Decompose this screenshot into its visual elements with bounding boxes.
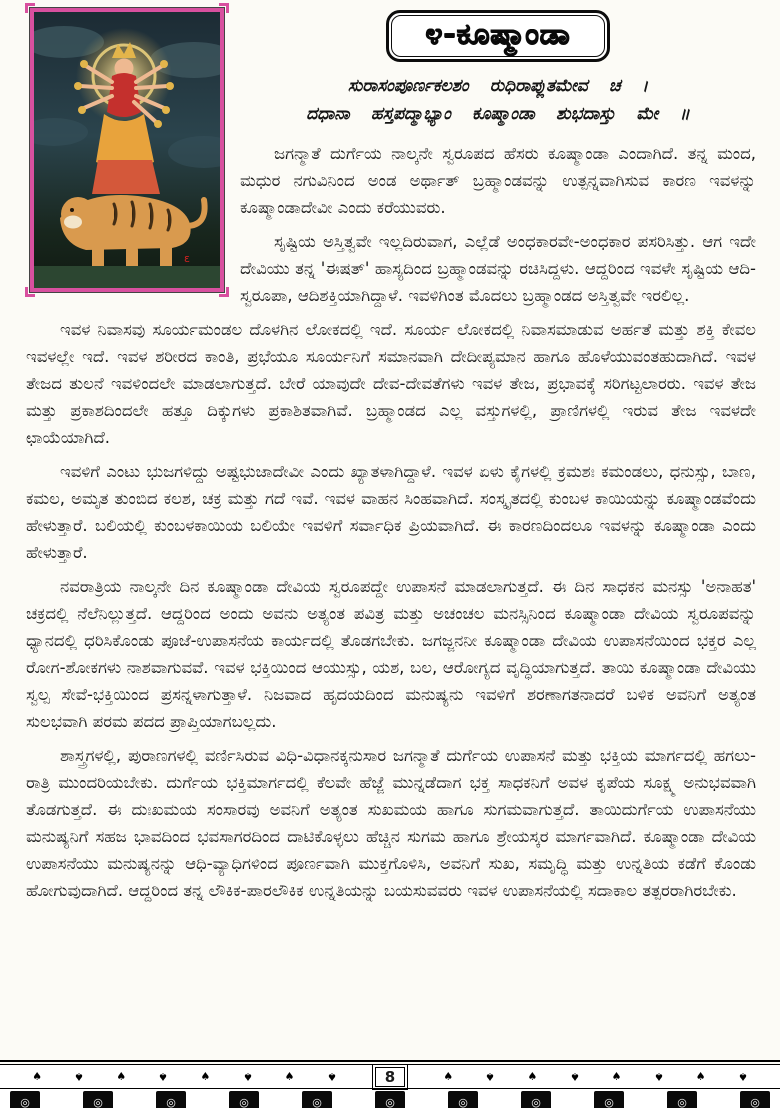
footer-border-strip — [0, 1088, 780, 1108]
footer-square-ornament-icon: ◎ — [667, 1091, 697, 1108]
body-paragraph: ಇವಳಿಗೆ ಎಂಟು ಭುಜಗಳಿದ್ದು ಅಷ್ಟಭುಜಾದೇವೀ ಎಂದು ಖ್ಯಾತಳಾಗಿದ್ದಾಳೆ. ಇವಳ ಏಳು ಕೈಗಳಲ್ಲಿ ಕ್ರಮಶಃ ಕಮಂಡಲು, ಧನುಸ್ಸು, ಬಾಣ, ಕಮಲ, ಅಮೃತ ತುಂಬಿದ ಕಲಶ, ಚಕ್ರ ಮತ್ತು ಗದೆ ಇವೆ. ಇವಳ ವಾಹನ ಸಿಂಹವಾಗಿದೆ. ಸಂಸ್ಕೃತದಲ್ಲಿ ಕುಂಬಳ ಕಾಯಿಯನ್ನು ಕೂಷ್ಮಾಂಡವೆಂದು ಹೇಳುತ್ತಾರೆ. ಬಲಿಯಲ್ಲಿ ಕುಂಬಳಕಾಯಿಯ ಬಲಿಯೇ ಇವಳಿಗೆ ಸರ್ವಾಧಿಕ ಪ್ರಿಯವಾಗಿದೆ. ಈ ಕಾರಣದಿಂದಲೂ ಇವಳನ್ನು ಕೂಷ್ಮಾಂಡಾ ಎಂದು ಹೇಳುತ್ತಾರೆ. — [26, 462, 756, 563]
footer-spade-ornament-icon: ♠ — [485, 1070, 496, 1083]
kushmanda-devi-image — [34, 12, 220, 288]
footer-ornament-row — [0, 1064, 780, 1088]
chapter-title-box — [386, 10, 611, 62]
footer-square-ornament-icon: ◎ — [302, 1091, 332, 1108]
footer-ornaments-left — [0, 1071, 369, 1082]
page-number: 8 — [384, 1067, 396, 1086]
title-area — [240, 8, 756, 62]
footer-spade-ornament-icon: ♠ — [653, 1070, 664, 1083]
footer-spade-ornament-icon: ♠ — [695, 1070, 706, 1083]
artist-signature-mark: ε — [184, 252, 190, 265]
footer-spade-ornament-icon: ♠ — [737, 1070, 748, 1083]
shloka-line-2: ದಧಾನಾ ಹಸ್ತಪದ್ಮಾಭ್ಯಾಂ ಕೂಷ್ಮಾಂಡಾ ಶುಭದಾಸ್ತು ಮೇ ॥ — [306, 104, 690, 125]
shloka-line-1: ಸುರಾಸಂಪೂರ್ಣಕಲಶಂ ರುಧಿರಾಪ್ಲುತಮೇವ ಚ । — [347, 76, 649, 96]
deity-picture-frame — [30, 8, 224, 292]
frame-corner-ornament — [25, 287, 35, 297]
body-paragraph: ಶಾಸ್ತ್ರಗಳಲ್ಲಿ, ಪುರಾಣಗಳಲ್ಲಿ ವರ್ಣಿಸಿರುವ ವಿಧಿ-ವಿಧಾನಕ್ಕನುಸಾರ ಜಗನ್ಮಾತೆ ದುರ್ಗೆಯ ಉಪಾಸನೆ ಮತ್ತು ಭಕ್ತಿಯ ಮಾರ್ಗದಲ್ಲಿ ಹಗಲು-ರಾತ್ರಿ ಮುಂದರಿಯಬೇಕು. ದುರ್ಗೆಯ ಭಕ್ತಿಮಾರ್ಗದಲ್ಲಿ ಕೆಲವೇ ಹೆಜ್ಜೆ ಮುನ್ನಡೆದಾಗ ಭಕ್ತ ಸಾಧಕನಿಗೆ ಅವಳ ಕೃಪೆಯ ಸೂಕ್ಷ್ಮ ಅನುಭವವಾಗಿ ತೊಡಗುತ್ತದೆ. ಈ ದುಃಖಮಯ ಸಂಸಾರವು ಅವನಿಗೆ ಅತ್ಯಂತ ಸುಖಮಯ ಹಾಗೂ ಸುಗಮವಾಗುತ್ತದೆ. ತಾಯಿದುರ್ಗೆಯ ಉಪಾಸನೆಯು ಮನುಷ್ಯನಿಗೆ ಸಹಜ ಭಾವದಿಂದ ಭವಸಾಗರದಿಂದ ದಾಟಿಕೊಳ್ಳಲು ಹೆಚ್ಚಿನ ಸುಗಮ ಹಾಗೂ ಶ್ರೇಯಸ್ಕರ ಮಾರ್ಗವಾಗಿದೆ. ಕೂಷ್ಮಾಂಡಾ ದೇವಿಯ ಉಪಾಸನೆಯು ಮನುಷ್ಯನನ್ನು ಆಧಿ-ವ್ಯಾಧಿಗಳಿಂದ ಪೂರ್ಣವಾಗಿ ಮುಕ್ತಗೊಳಿಸಿ, ಅವನಿಗೆ ಸುಖ, ಸಮೃದ್ಧಿ ಮತ್ತು ಉನ್ನತಿಯ ಕಡೆಗೆ ಕೊಂಡು ಹೋಗುವುದಾಗಿದೆ. ಆದ್ದರಿಂದ ತನ್ನ ಲೌಕಿಕ-ಪಾರಲೌಕಿಕ ಉನ್ನತಿಯನ್ನು ಬಯಸುವವರು ಇವಳ ಉಪಾಸನೆಯಲ್ಲಿ ಸದಾಕಾಲ ತತ್ಪರರಾಗಿರಬೇಕು. — [26, 746, 756, 901]
footer-square-ornament-icon: ◎ — [448, 1091, 478, 1108]
footer-spade-ornament-icon: ♠ — [326, 1070, 337, 1083]
frame-corner-ornament — [25, 3, 35, 13]
footer-square-ornament-icon: ◎ — [156, 1091, 186, 1108]
body-paragraph: ಜಗನ್ಮಾತೆ ದುರ್ಗೆಯ ನಾಲ್ಕನೇ ಸ್ವರೂಪದ ಹೆಸರು ಕೂಷ್ಮಾಂಡಾ ಎಂದಾಗಿದೆ. ತನ್ನ ಮಂದ, ಮಧುರ ನಗುವಿನಿಂದ ಅಂಡ ಅರ್ಥಾತ್ ಬ್ರಹ್ಮಾಂಡವನ್ನು ಉತ್ಪನ್ನವಾಗಿಸುವ ಕಾರಣ ಇವಳನ್ನು ಕೂಷ್ಮಾಂಡಾದೇವೀ ಎಂದು ಕರೆಯುವರು. — [240, 144, 756, 218]
page-footer — [0, 1060, 780, 1108]
footer-square-ornament-icon: ◎ — [375, 1091, 405, 1108]
frame-corner-ornament — [219, 287, 229, 297]
footer-spade-ornament-icon: ♠ — [242, 1070, 253, 1083]
footer-spade-ornament-icon: ♠ — [116, 1070, 127, 1083]
body-paragraph: ನವರಾತ್ರಿಯ ನಾಲ್ಕನೇ ದಿನ ಕೂಷ್ಮಾಂಡಾ ದೇವಿಯ ಸ್ವರೂಪದ್ದೇ ಉಪಾಸನೆ ಮಾಡಲಾಗುತ್ತದೆ. ಈ ದಿನ ಸಾಧಕನ ಮನಸ್ಸು 'ಅನಾಹತ' ಚಕ್ರದಲ್ಲಿ ನೆಲೆನಿಲ್ಲುತ್ತದೆ. ಆದ್ದರಿಂದ ಅಂದು ಅವನು ಅತ್ಯಂತ ಪವಿತ್ರ ಮತ್ತು ಅಚಂಚಲ ಮನಸ್ಸಿನಿಂದ ಕೂಷ್ಮಾಂಡಾ ದೇವಿಯ ಸ್ವರೂಪವನ್ನು ಧ್ಯಾನದಲ್ಲಿ ಧರಿಸಿಕೊಂಡು ಪೂಜೆ-ಉಪಾಸನೆಯ ಕಾರ್ಯದಲ್ಲಿ ತೊಡಗಬೇಕು. ಜಗಜ್ಜನನೀ ಕೂಷ್ಮಾಂಡಾ ದೇವಿಯ ಉಪಾಸನೆಯಿಂದ ಭಕ್ತರ ಎಲ್ಲ ರೋಗ-ಶೋಕಗಳು ನಾಶವಾಗುವವೆ. ಇವಳ ಭಕ್ತಿಯಿಂದ ಆಯುಸ್ಸು, ಯಶ, ಬಲ, ಆರೋಗ್ಯದ ವೃದ್ಧಿಯಾಗುತ್ತದೆ. ತಾಯಿ ಕೂಷ್ಮಾಂಡಾ ದೇವಿಯು ಸ್ವಲ್ಪ ಸೇವೆ-ಭಕ್ತಿಯಿಂದ ಪ್ರಸನ್ನಳಾಗುತ್ತಾಳೆ. ನಿಜವಾದ ಹೃದಯದಿಂದ ಮನುಷ್ಯನು ಇವಳಿಗೆ ಶರಣಾಗತನಾದರೆ ಬಳಿಕ ಅವನಿಗೆ ಅತ್ಯಂತ ಸುಲಭವಾಗಿ ಪರಮ ಪದದ ಪ್ರಾಪ್ತಿಯಾಗಬಲ್ಲದು. — [26, 577, 756, 732]
footer-spade-ornament-icon: ♠ — [527, 1070, 538, 1083]
footer-spade-ornament-icon: ♠ — [443, 1070, 454, 1083]
footer-spade-ornament-icon: ♠ — [32, 1070, 43, 1083]
body-paragraph: ಇವಳ ನಿವಾಸವು ಸೂರ್ಯಮಂಡಲ ದೊಳಗಿನ ಲೋಕದಲ್ಲಿ ಇದೆ. ಸೂರ್ಯ ಲೋಕದಲ್ಲಿ ನಿವಾಸಮಾಡುವ ಅರ್ಹತೆ ಮತ್ತು ಶಕ್ತಿ ಕೇವಲ ಇವಳಲ್ಲೇ ಇದೆ. ಇವಳ ಶರೀರದ ಕಾಂತಿ, ಪ್ರಭೆಯೂ ಸೂರ್ಯನಿಗೆ ಸಮಾನವಾಗಿ ದೇದೀಪ್ಯಮಾನ ಹಾಗೂ ಹೊಳೆಯುವಂತಹುದಾಗಿದೆ. ಇವಳ ತೇಜದ ತುಲನೆ ಇವಳಿಂದಲೇ ಮಾಡಲಾಗುತ್ತದೆ. ಬೇರೆ ಯಾವುದೇ ದೇವ-ದೇವತೆಗಳು ಇವಳ ತೇಜ, ಪ್ರಭಾವಕ್ಕೆ ಸರಿಗಟ್ಟಲಾರರು. ಇವಳ ತೇಜ ಮತ್ತು ಪ್ರಕಾಶದಿಂದಲೇ ಹತ್ತೂ ದಿಕ್ಕುಗಳು ಪ್ರಕಾಶಿತವಾಗಿವೆ. ಬ್ರಹ್ಮಾಂಡದ ಎಲ್ಲ ವಸ್ತುಗಳಲ್ಲಿ, ಪ್ರಾಣಿಗಳಲ್ಲಿ ಇರುವ ತೇಜ ಇವಳದೇ ಛಾಯೆಯಾಗಿದೆ. — [26, 320, 756, 448]
footer-square-ornament-icon: ◎ — [10, 1091, 40, 1108]
footer-square-ornament-icon: ◎ — [229, 1091, 259, 1108]
footer-square-ornament-icon: ◎ — [740, 1091, 770, 1108]
page-number-box — [375, 1067, 405, 1087]
footer-spade-ornament-icon: ♠ — [74, 1070, 85, 1083]
body-paragraph: ಸೃಷ್ಟಿಯ ಅಸ್ತಿತ್ವವೇ ಇಲ್ಲದಿರುವಾಗ, ಎಲ್ಲೆಡೆ ಅಂಧಕಾರವೇ-ಅಂಧಕಾರ ಪಸರಿಸಿತ್ತು. ಆಗ ಇದೇ ದೇವಿಯು ತನ್ನ 'ಈಷತ್' ಹಾಸ್ಯದಿಂದ ಬ್ರಹ್ಮಾಂಡವನ್ನು ರಚಿಸಿದ್ದಳು. ಆದ್ದರಿಂದ ಇವಳೇ ಸೃಷ್ಟಿಯ ಆದಿ-ಸ್ವರೂಪಾ, ಆದಿಶಕ್ತಿಯಾಗಿದ್ದಾಳೆ. ಇವಳಿಗಿಂತ ಮೊದಲು ಬ್ರಹ್ಮಾಂಡದ ಅಸ್ತಿತ್ವವೇ ಇರಲಿಲ್ಲ. — [240, 232, 756, 306]
footer-square-ornament-icon: ◎ — [521, 1091, 551, 1108]
footer-spade-ornament-icon: ♠ — [200, 1070, 211, 1083]
shloka — [240, 72, 756, 128]
footer-square-ornament-icon: ◎ — [83, 1091, 113, 1108]
footer-ornaments-right — [411, 1071, 780, 1082]
footer-spade-ornament-icon: ♠ — [569, 1070, 580, 1083]
footer-spade-ornament-icon: ♠ — [611, 1070, 622, 1083]
footer-spade-ornament-icon: ♠ — [158, 1070, 169, 1083]
footer-square-ornament-icon: ◎ — [594, 1091, 624, 1108]
footer-spade-ornament-icon: ♠ — [284, 1070, 295, 1083]
frame-corner-ornament — [219, 3, 229, 13]
chapter-title: ೪-ಕೂಷ್ಮಾಂಡಾ — [391, 15, 606, 57]
